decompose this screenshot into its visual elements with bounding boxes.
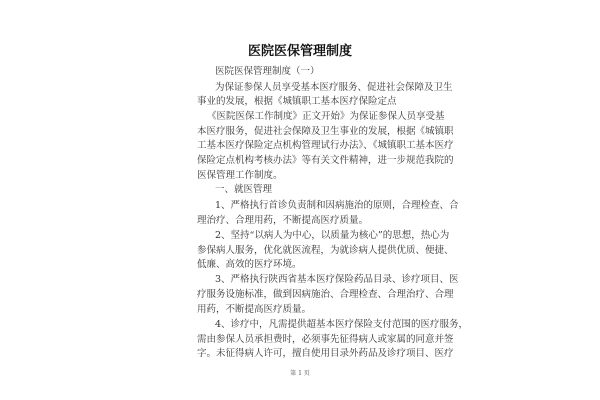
paragraph-line: 医保管理工作制度。 xyxy=(197,170,283,181)
paragraph-line: 3、严格执行陕西省基本医疗保险药品目录、诊疗项目、医 xyxy=(215,274,459,285)
paragraph-line: 《医院医保工作制度》正文开始》为保证参保人员享受基 xyxy=(207,111,445,122)
paragraph-line: 字。未征得病人许可，擅自使用目录外药品及诊疗项目、医疗 xyxy=(197,348,454,359)
paragraph-line: 疗服务设施标准，做到因病施治、合理检查、合理治疗、合理 xyxy=(197,289,454,300)
paragraph-line: 事业的发展，根据《城镇职工基本医疗保险定点 xyxy=(197,96,397,107)
section-heading: 一、就医管理 xyxy=(215,184,273,195)
page-number: 第 1 页 xyxy=(290,370,310,377)
paragraph-line: 需由参保人员承担费时，必须事先征得病人或家属的同意并签 xyxy=(197,334,454,345)
paragraph-line: 理治疗、合理用药，不断提高医疗质量。 xyxy=(197,215,369,226)
paragraph-line: 工基本医疗保险定点机构管理试行办法》、《城镇职工基本医疗 xyxy=(197,140,454,151)
document-subtitle: 医院医保管理制度（一） xyxy=(215,66,320,77)
paragraph-line: 4、诊疗中，凡需提供超基本医疗保险支付范围的医疗服务， xyxy=(215,319,469,330)
paragraph-line: 低廉、高效的医疗环境。 xyxy=(197,259,302,270)
document-title: 医院医保管理制度 xyxy=(247,44,352,59)
paragraph-line: 1、严格执行首诊负责制和因病施治的原则，合理检查、合 xyxy=(215,200,459,211)
paragraph-line: 2、坚持“以病人为中心，以质量为核心”的思想，热心为 xyxy=(215,230,450,241)
paragraph-line: 参保病人服务，优化就医流程，为就诊病人提供优质、便捷、 xyxy=(197,245,454,256)
paragraph-line: 保险定点机构考核办法》等有关文件精神，进一步规范我院的 xyxy=(197,155,454,166)
paragraph-line: 本医疗服务，促进社会保障及卫生事业的发展，根据《城镇职 xyxy=(197,126,454,137)
paragraph-line: 为保证参保人员享受基本医疗服务、促进社会保障及卫生 xyxy=(215,82,453,93)
paragraph-line: 用药，不断提高医疗质量。 xyxy=(197,304,312,315)
